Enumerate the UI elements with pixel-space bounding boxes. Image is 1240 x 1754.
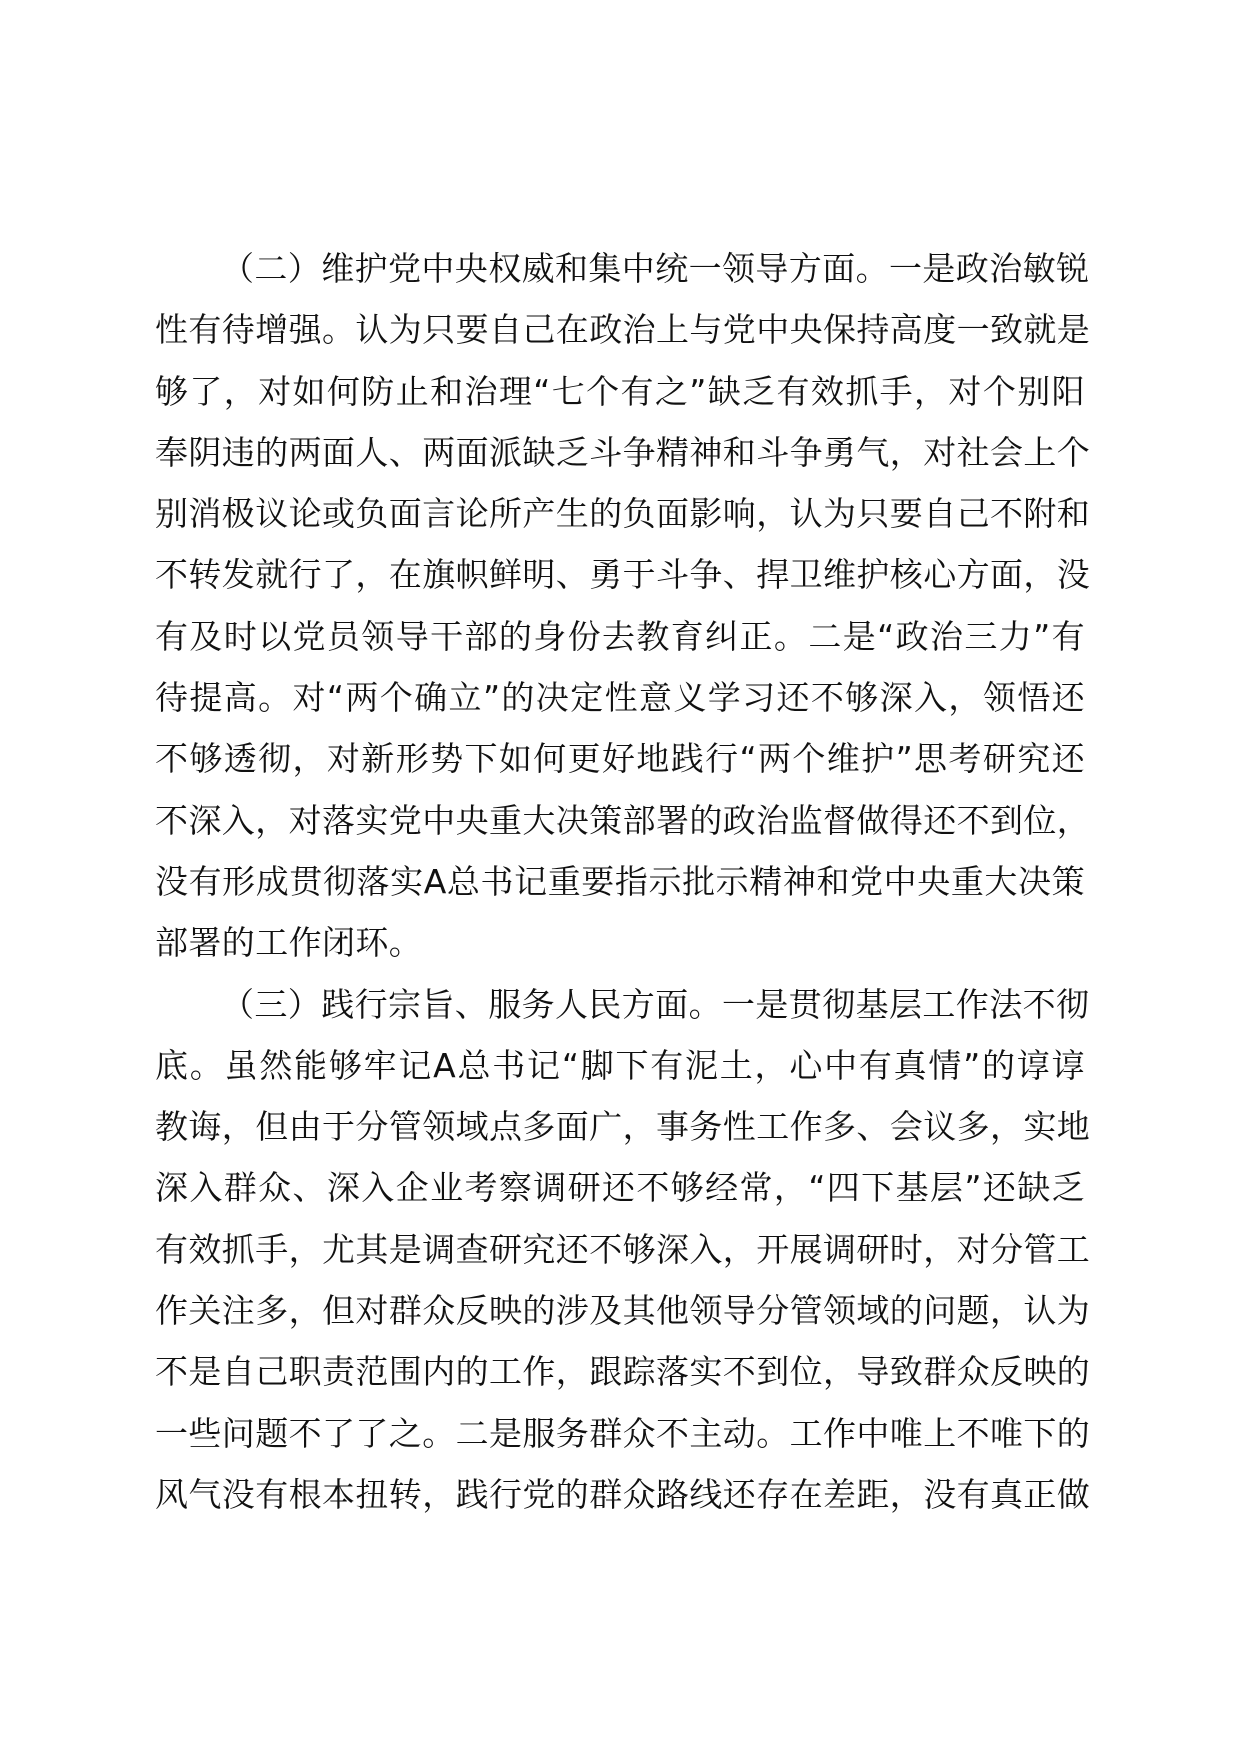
paragraph-3-line-5: 有效抓手，尤其是调查研究还不够深入，开展调研时，对分管工 <box>155 1229 1091 1269</box>
paragraph-2-line-11: 没有形成贯彻落实A总书记重要指示批示精神和党中央重大决策 <box>155 861 1085 901</box>
paragraph-2-line-4: 奉阴违的两面人、两面派缺乏斗争精神和斗争勇气，对社会上个 <box>155 432 1091 472</box>
paragraph-3-line-1: （三）践行宗旨、服务人民方面。一是贯彻基层工作法不彻 <box>221 984 1090 1024</box>
paragraph-2-line-9: 不够透彻，对新形势下如何更好地践行“两个维护”思考研究还 <box>155 739 1085 779</box>
paragraph-3-line-8: 一些问题不了了之。二是服务群众不主动。工作中唯上不唯下的 <box>155 1413 1091 1453</box>
paragraph-2-line-6: 不转发就行了，在旗帜鲜明、勇于斗争、捍卫维护核心方面，没 <box>155 555 1091 595</box>
paragraph-2-line-3: 够了，对如何防止和治理“七个有之”缺乏有效抓手，对个别阳 <box>155 371 1085 411</box>
paragraph-3-line-3: 教诲，但由于分管领域点多面广，事务性工作多、会议多，实地 <box>155 1107 1091 1147</box>
paragraph-2-line-12: 部署的工作闭环。 <box>155 923 423 963</box>
paragraph-2-line-7: 有及时以党员领导干部的身份去教育纠正。二是“政治三力”有 <box>155 616 1085 656</box>
paragraph-3-line-4: 深入群众、深入企业考察调研还不够经常，“四下基层”还缺乏 <box>155 1168 1085 1208</box>
paragraph-3-line-9: 风气没有根本扭转，践行党的群众路线还存在差距，没有真正做 <box>155 1474 1091 1514</box>
paragraph-3-line-6: 作关注多，但对群众反映的涉及其他领导分管领域的问题，认为 <box>155 1291 1091 1331</box>
paragraph-2-line-10: 不深入，对落实党中央重大决策部署的政治监督做得还不到位， <box>155 800 1091 840</box>
document-body <box>155 238 1091 1525</box>
paragraph-2-line-1: （二）维护党中央权威和集中统一领导方面。一是政治敏锐 <box>221 249 1090 288</box>
paragraph-2-line-5: 别消极议论或负面言论所产生的负面影响，认为只要自己不附和 <box>155 494 1091 534</box>
paragraph-3-line-7: 不是自己职责范围内的工作，跟踪落实不到位，导致群众反映的 <box>155 1352 1091 1392</box>
paragraph-2-line-8: 待提高。对“两个确立”的决定性意义学习还不够深入，领悟还 <box>155 678 1085 718</box>
paragraph-3-line-2: 底。虽然能够牢记A总书记“脚下有泥土，心中有真情”的谆谆 <box>155 1045 1085 1085</box>
paragraph-2-line-2: 性有待增强。认为只要自己在政治上与党中央保持高度一致就是 <box>155 310 1091 350</box>
